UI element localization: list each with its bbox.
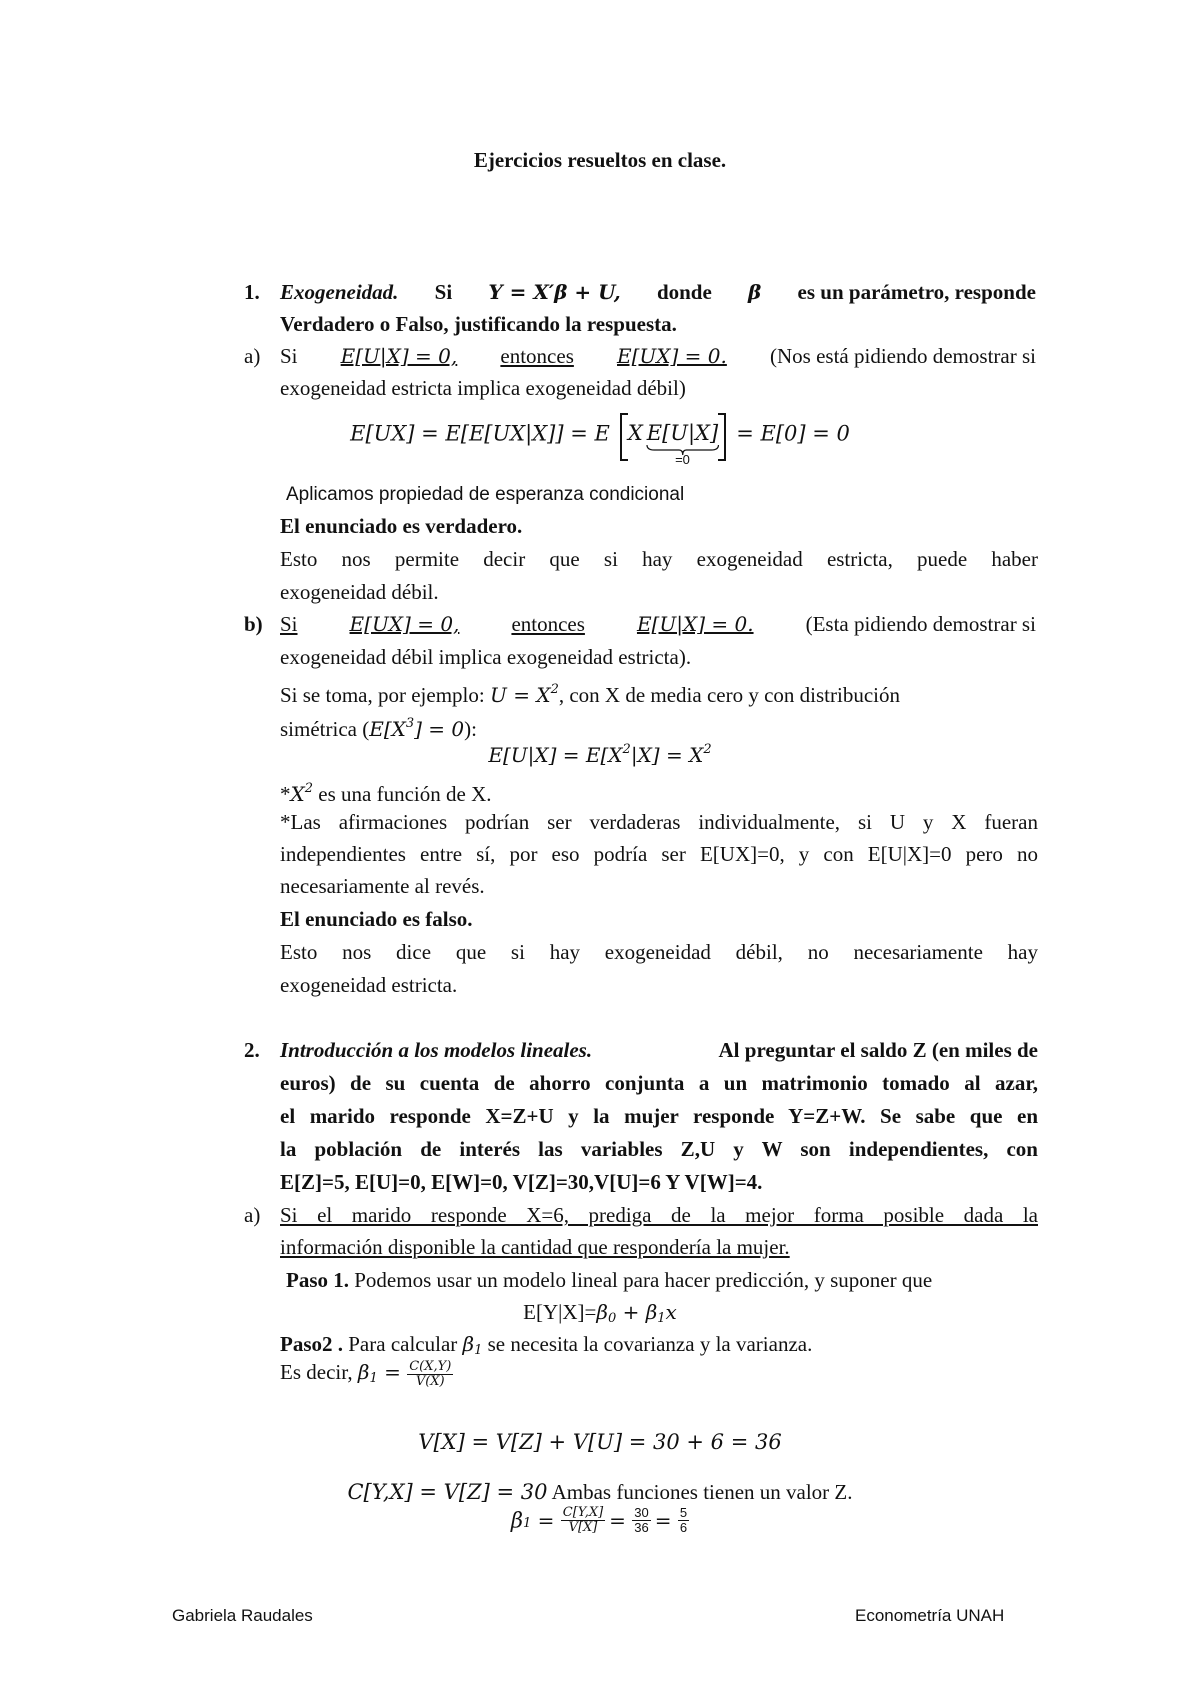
equation-inner: E[U|X]	[646, 421, 719, 445]
numerator: 5	[679, 1505, 688, 1520]
text: (Nos está pidiendo demostrar si	[770, 344, 1036, 368]
underbrace-label: =0	[675, 452, 690, 467]
equation: ] = 0	[414, 717, 465, 741]
text: E[Y|X]=	[523, 1300, 597, 1324]
text: independientes entre sí, por eso podría ser E[UX]=0, y con E[U|X]=0 pero no	[280, 842, 1038, 866]
model-equation	[0, 1298, 1200, 1333]
text: exogeneidad estricta implica exogeneidad débil)	[280, 376, 686, 400]
text: *	[280, 782, 291, 806]
beta-symbol: β	[462, 1332, 475, 1356]
equation: X	[290, 782, 305, 806]
equation-x: X	[627, 421, 643, 445]
equation: E[X	[369, 717, 406, 741]
variance-equation	[0, 1430, 1200, 1454]
equation: V[X] = V[Z] + V[U] = 30 + 6 = 36	[418, 1430, 782, 1454]
statement-text: Si	[434, 280, 453, 304]
text: información disponible la cantidad que respondería la mujer.	[280, 1235, 790, 1259]
equation: U = X	[489, 683, 551, 707]
fraction	[678, 1506, 689, 1535]
model-equation: Y = X′β + U,	[488, 280, 621, 304]
note-text: Aplicamos propiedad de esperanza condicional	[286, 484, 685, 505]
text: se necesita la covarianza y la varianza.	[487, 1332, 813, 1356]
fraction	[632, 1506, 650, 1535]
equation: C[Y,X] = V[Z] = 30	[347, 1480, 548, 1504]
equation-right: = E[0] = 0	[736, 421, 850, 446]
part-label: a)	[244, 1203, 261, 1227]
equation: E[U|X] = E[X	[488, 743, 623, 767]
text: Si	[280, 344, 298, 368]
superscript: 2	[703, 742, 712, 757]
step-label: Paso2 .	[280, 1332, 343, 1356]
text: ):	[464, 717, 477, 741]
beta-symbol: β	[748, 280, 762, 304]
text: , con X de media cero y con distribución	[558, 683, 900, 707]
superscript: 3	[405, 716, 415, 731]
step-label: Paso 1.	[286, 1268, 349, 1292]
equation: E[UX] = 0.	[617, 344, 727, 368]
denominator: 36	[634, 1520, 649, 1535]
page-title: Ejercicios resueltos en clase.	[473, 148, 727, 172]
part-label: b)	[244, 612, 263, 636]
operator: +	[616, 1300, 646, 1324]
text: Esto nos dice que si hay exogeneidad débil, no necesariamente hay	[280, 940, 1038, 964]
text: es una función de X.	[313, 782, 492, 806]
beta-symbol: β	[510, 1508, 524, 1533]
text: Si el marido responde X=6, prediga de la mejor forma posible dada la	[280, 1203, 1038, 1227]
part-b-line	[280, 610, 1036, 638]
operator: =	[654, 1508, 678, 1533]
text: exogeneidad débil implica exogeneidad estricta).	[280, 645, 692, 669]
question-number: 1.	[244, 280, 260, 304]
text: exogeneidad estricta.	[280, 973, 458, 997]
verdict: El enunciado es verdadero.	[280, 514, 523, 538]
text: Si se toma, por ejemplo:	[280, 683, 485, 707]
covariance-line	[0, 1478, 1200, 1506]
text: Para calcular	[348, 1332, 458, 1356]
text: Ambas funciones tienen un valor Z.	[551, 1480, 853, 1504]
equation: E[U|X] = 0,	[340, 344, 458, 368]
text-line	[280, 710, 477, 743]
part-label: a)	[244, 344, 261, 368]
denominator: 6	[679, 1520, 688, 1535]
fraction	[561, 1506, 605, 1535]
numerator: C[Y,X]	[562, 1505, 604, 1520]
step-1	[286, 1266, 932, 1294]
question-statement	[280, 278, 1036, 306]
question-topic: Introducción a los modelos lineales.	[280, 1038, 593, 1062]
underbrace-term	[646, 421, 719, 467]
subscript: 1	[523, 1516, 532, 1532]
statement-text: Al preguntar el saldo Z (en miles de	[718, 1038, 1038, 1062]
text: entonces	[511, 612, 585, 636]
beta-symbol: β	[357, 1360, 370, 1384]
display-equation	[0, 742, 1200, 767]
beta-definition	[280, 1358, 453, 1393]
text: simétrica (	[280, 717, 370, 741]
subscript: 1	[369, 1371, 378, 1386]
statement-text: la población de interés las variables Z,U y W son independientes, con	[280, 1137, 1038, 1161]
beta-symbol: β	[596, 1300, 608, 1324]
text: (Esta pidiendo demostrar si	[805, 612, 1036, 636]
equation: E[UX] = 0,	[349, 612, 460, 636]
equation-left: E[UX] = E[E[UX|X]] = E	[350, 421, 610, 446]
statement-text: es un parámetro, responde	[797, 280, 1036, 304]
footer-author: Gabriela Raudales	[172, 1606, 313, 1625]
numerator: 30	[634, 1505, 649, 1520]
fraction	[407, 1360, 453, 1389]
subscript: 1	[657, 1311, 666, 1326]
part-a-line	[280, 342, 1036, 370]
operator: =	[377, 1360, 408, 1384]
question-statement	[280, 1036, 1038, 1064]
denominator: V[X]	[568, 1520, 598, 1535]
statement-text: E[Z]=5, E[U]=0, E[W]=0, V[Z]=30,V[U]=6 Y V[W]=4.	[280, 1170, 763, 1194]
statement-text: donde	[656, 280, 712, 304]
superscript: 2	[304, 781, 314, 796]
statement-text: el marido responde X=Z+U y la mujer responde Y=Z+W. Se sabe que en	[280, 1104, 1038, 1128]
statement-text: euros) de su cuenta de ahorro conjunta a un matrimonio tomado al azar,	[280, 1071, 1038, 1095]
display-equation	[0, 413, 1200, 467]
text: Es decir,	[280, 1360, 353, 1384]
question-number: 2.	[244, 1038, 260, 1062]
operator: =	[531, 1508, 561, 1533]
superscript: 2	[622, 742, 631, 757]
text: *Las afirmaciones podrían ser verdaderas individualmente, si U y X fueran	[280, 810, 1038, 834]
beta-result	[0, 1506, 1200, 1535]
equation: |X] = X	[630, 743, 704, 767]
text: Si	[280, 612, 298, 636]
variable: x	[665, 1300, 677, 1324]
text: Esto nos permite decir que si hay exogeneidad estricta, puede haber	[280, 547, 1038, 571]
numerator: C(X,Y)	[409, 1358, 452, 1374]
subscript: 0	[607, 1311, 617, 1326]
equation: E[U|X] = 0.	[636, 612, 754, 636]
denominator: V(X)	[415, 1373, 445, 1389]
text-line	[280, 676, 1038, 709]
text-line	[280, 775, 491, 808]
beta-symbol: β	[645, 1300, 658, 1324]
text: necesariamente al revés.	[280, 874, 485, 898]
superscript: 2	[550, 682, 559, 697]
bracket-group	[620, 413, 726, 467]
verdict: El enunciado es falso.	[280, 907, 473, 931]
text: exogeneidad débil.	[280, 580, 439, 604]
footer-course: Econometría UNAH	[855, 1606, 1005, 1625]
question-topic: Exogeneidad.	[280, 280, 399, 304]
text: Podemos usar un modelo lineal para hacer predicción, y suponer que	[354, 1268, 933, 1292]
operator: =	[609, 1508, 633, 1533]
text: entonces	[500, 344, 574, 368]
statement-text: Verdadero o Falso, justificando la respuesta.	[280, 312, 677, 336]
subscript: 1	[474, 1343, 483, 1358]
